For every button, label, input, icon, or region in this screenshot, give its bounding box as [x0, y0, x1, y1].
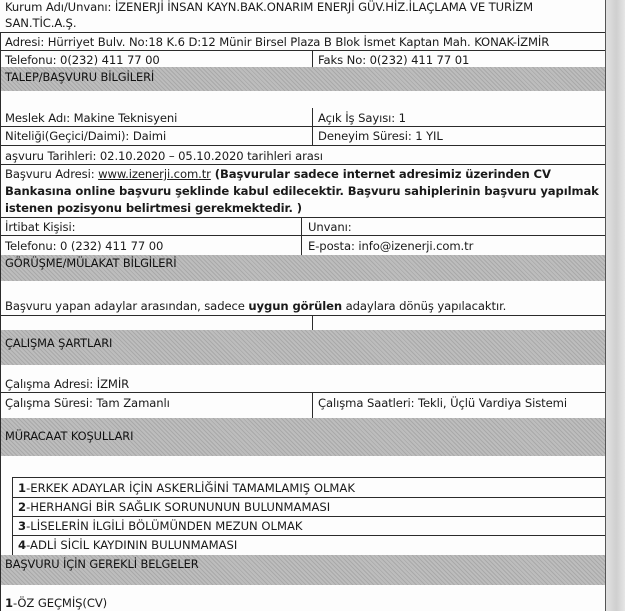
divider [0, 32, 606, 33]
irtibat-kisisi: İrtibat Kişisi: [5, 220, 76, 234]
website-link[interactable]: www.izenerji.com.tr [98, 167, 211, 181]
belge-text: -ÖZ GEÇMİŞ(CV) [12, 596, 108, 610]
adres-note-1: (Başvurular sadece internet adresimiz üzerinden CV [210, 167, 551, 181]
divider [13, 497, 610, 498]
unvani: Unvanı: [308, 220, 352, 234]
company-name-label: Kurum Adı/Unvanı: [5, 0, 112, 14]
gorusme-text-2: adaylara dönüş yapılacaktır. [342, 299, 507, 313]
divider [13, 535, 610, 536]
condition-number: 4 [18, 538, 27, 552]
company-phone: Telefonu: 0(232) 411 77 00 [5, 53, 160, 67]
section-header-gorusme [0, 255, 606, 281]
contact-phone: Telefonu: 0 (232) 411 77 00 [5, 239, 164, 253]
basvuru-tarihleri: aşvuru Tarihleri: 02.10.2020 – 05.10.2020 tarihleri arası [5, 149, 323, 163]
divider [0, 164, 606, 165]
section-header-calisma-label: ÇALIŞMA ŞARTLARI [5, 336, 113, 350]
condition-text: -ERKEK ADAYLAR İÇİN ASKERLİĞİNİ TAMAMLAMIŞ OLMAK [26, 481, 355, 495]
meslek-adi: Meslek Adı: Makine Teknisyeni [5, 111, 178, 125]
belge-number: 1 [5, 596, 13, 610]
company-name-line1 [5, 0, 533, 14]
company-fax: Faks No: 0(232) 411 77 01 [318, 53, 470, 67]
company-name-line2: SAN.TİC.A.Ş. [5, 16, 77, 30]
page-edge-shadow [605, 0, 625, 611]
divider [0, 217, 606, 218]
section-header-muracaat-label: MÜRACAAT KOŞULLARI [5, 429, 134, 443]
section-header-talep-label: TALEP/BAŞVURU BİLGİLERİ [5, 70, 155, 84]
condition-text: -LİSELERİN İLGİLİ BÖLÜMÜNDEN MEZUN OLMAK [26, 519, 303, 533]
divider [0, 315, 606, 316]
gorusme-text [5, 299, 506, 313]
divider [0, 392, 606, 393]
divider [0, 50, 606, 51]
divider [0, 235, 606, 236]
divider [312, 392, 313, 418]
belge-item [5, 596, 107, 610]
basvuru-adresi [5, 167, 551, 181]
condition-item [18, 500, 330, 514]
section-header-belgeler [0, 555, 606, 585]
divider [312, 50, 313, 67]
deneyim-suresi: Deneyim Süresi: 1 YIL [318, 129, 443, 143]
basvuru-adresi-label: Başvuru Adresi: [5, 167, 99, 181]
condition-number: 1 [18, 481, 27, 495]
gorusme-text-1: Başvuru yapan adaylar arasından, sadece [5, 299, 249, 313]
section-header-calisma [0, 330, 606, 365]
condition-item [18, 519, 303, 533]
company-address: Adresi: Hürriyet Bulv. No:18 K.6 D:12 Münir Birsel Plaza B Blok İsmet Kaptan Mah. KONAK-İZMİR [5, 35, 550, 49]
divider [0, 126, 606, 127]
divider [13, 516, 610, 517]
gorusme-text-bold: uygun görülen [248, 299, 343, 313]
condition-number: 3 [18, 519, 27, 533]
section-header-muracaat [0, 418, 606, 456]
condition-text: -HERHANGİ BİR SAĞLIK SORUNUNUN BULUNMAMASI [26, 500, 331, 514]
section-header-talep [0, 67, 606, 91]
table-left-border [0, 32, 1, 611]
company-name: İZENERJİ İNSAN KAYN.BAK.ONARIM ENERJİ GÜV.HİZ.İLAÇLAMA VE TURİZM [114, 0, 534, 14]
condition-item [18, 538, 237, 552]
calisma-suresi: Çalışma Süresi: Tam Zamanlı [5, 396, 170, 410]
adres-note-3: istenen pozisyonu belirtmesi gerekmektedir. ) [5, 201, 302, 215]
calisma-saatleri: Çalışma Saatleri: Tekli, Üçlü Vardiya Sistemi [318, 396, 567, 410]
adres-note-2: Bankasına online başvuru şeklinde kabul edilecektir. Başvuru sahiplerinin başvuru yapılmak [5, 184, 599, 198]
divider [0, 145, 606, 146]
contact-email: E-posta: info@izenerji.com.tr [308, 239, 474, 253]
acik-is-sayisi: Açık İş Sayısı: 1 [318, 111, 406, 125]
niteligi: Niteliği(Geçici/Daimi): Daimi [5, 129, 167, 143]
calisma-adresi: Çalışma Adresi: İZMİR [5, 377, 130, 391]
divider [301, 217, 302, 255]
condition-text: -ADLİ SİCİL KAYDININ BULUNMAMASI [26, 538, 238, 552]
condition-item [18, 481, 355, 495]
condition-number: 2 [18, 500, 27, 514]
conditions-table [12, 477, 610, 557]
section-header-belgeler-label: BAŞVURU İÇİN GEREKLİ BELGELER [5, 557, 199, 571]
divider [312, 315, 313, 330]
section-header-gorusme-label: GÖRÜŞME/MÜLAKAT BİLGİLERİ [5, 256, 177, 270]
